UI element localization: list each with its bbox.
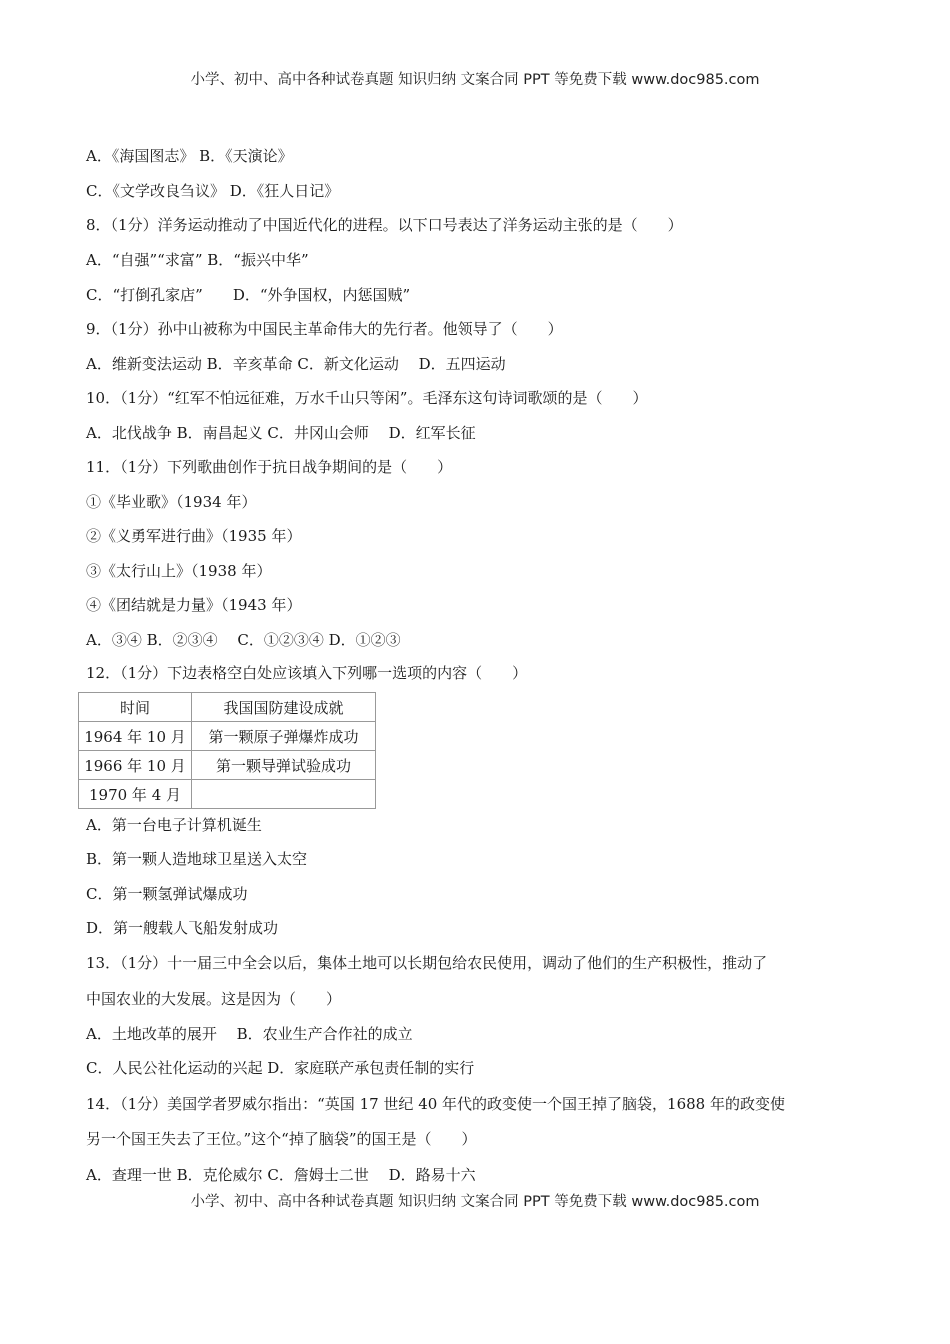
table-cell: 第一颗原子弹爆炸成功: [192, 722, 376, 751]
q9-stem: 9．（1分）孙中山被称为中国民主革命伟大的先行者。他领导了（ ）: [86, 320, 563, 338]
table-header-cell: 我国国防建设成就: [192, 693, 376, 722]
table-cell: 1970 年 4 月: [79, 780, 192, 809]
table-header-row: [79, 693, 376, 722]
table-cell: 1966 年 10 月: [79, 751, 192, 780]
q10-options: A．北伐战争 B．南昌起义 C．井冈山会师 D．红军长征: [86, 424, 476, 442]
q13-options-line2: C．人民公社化运动的兴起 D．家庭联产承包责任制的实行: [86, 1059, 475, 1077]
q13-stem-line2: 中国农业的大发展。这是因为（ ）: [86, 990, 342, 1008]
q8-options-line2: C．“打倒孔家店” D．“外争国权，内惩国贼”: [86, 286, 411, 304]
q13-stem-line1: 13．（1分）十一届三中全会以后，集体土地可以长期包给农民使用，调动了他们的生产积极性，推动了: [86, 954, 768, 972]
q10-stem: 10．（1分）“红军不怕远征难，万水千山只等闲”。毛泽东这句诗词歌颂的是（ ）: [86, 389, 648, 407]
q12-table: [78, 692, 376, 809]
footer-banner: 小学、初中、高中各种试卷真题 知识归纳 文案合同 PPT 等免费下载 www.doc985.com: [190, 1194, 760, 1210]
q8-options-line1: A．“自强”“求富” B．“振兴中华”: [86, 251, 309, 269]
q7-options-line2: C．《文学改良刍议》 D．《狂人日记》: [86, 182, 340, 200]
q12-option-d: D．第一艘载人飞船发射成功: [86, 919, 279, 937]
q11-item-3: ③《太行山上》（1938 年）: [86, 562, 272, 580]
q11-options: A．③④ B．②③④ C．①②③④ D．①②③: [86, 631, 401, 649]
table-row: [79, 780, 376, 809]
table-row: [79, 722, 376, 751]
q11-item-4: ④《团结就是力量》（1943 年）: [86, 596, 302, 614]
q14-stem-line2: 另一个国王失去了王位。”这个“掉了脑袋”的国王是（ ）: [86, 1130, 477, 1148]
q7-options-line1: A．《海国图志》 B．《天演论》: [86, 147, 293, 165]
q8-stem: 8．（1分）洋务运动推动了中国近代化的进程。以下口号表达了洋务运动主张的是（ ）: [86, 216, 683, 234]
table-row: [79, 751, 376, 780]
q11-item-2: ②《义勇军进行曲》（1935 年）: [86, 527, 302, 545]
q14-options: A．查理一世 B．克伦威尔 C．詹姆士二世 D．路易十六: [86, 1166, 476, 1184]
table-cell-blank: [192, 780, 376, 809]
q14-stem-line1: 14．（1分）美国学者罗威尔指出：“英国 17 世纪 40 年代的政变使一个国王掉了脑袋，1688 年的政变使: [86, 1095, 785, 1113]
table-cell: 第一颗导弹试验成功: [192, 751, 376, 780]
table-header-cell: 时间: [79, 693, 192, 722]
q12-option-a: A．第一台电子计算机诞生: [86, 816, 262, 834]
q9-options: A．维新变法运动 B．辛亥革命 C．新文化运动 D．五四运动: [86, 355, 506, 373]
table-cell: 1964 年 10 月: [79, 722, 192, 751]
q12-option-c: C．第一颗氢弹试爆成功: [86, 885, 248, 903]
header-banner: 小学、初中、高中各种试卷真题 知识归纳 文案合同 PPT 等免费下载 www.doc985.com: [190, 72, 760, 88]
q11-item-1: ①《毕业歌》（1934 年）: [86, 493, 257, 511]
q12-stem: 12．（1分）下边表格空白处应该填入下列哪一选项的内容（ ）: [86, 664, 528, 682]
q13-options-line1: A．土地改革的展开 B．农业生产合作社的成立: [86, 1025, 413, 1043]
q12-option-b: B．第一颗人造地球卫星送入太空: [86, 850, 308, 868]
q11-stem: 11．（1分）下列歌曲创作于抗日战争期间的是（ ）: [86, 458, 453, 476]
